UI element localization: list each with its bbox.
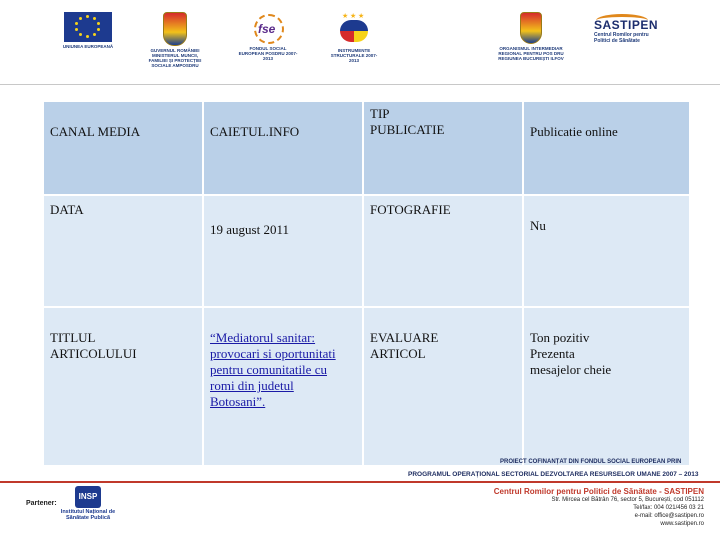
label-tip-publicatie: TIP PUBLICATIE: [370, 106, 445, 137]
article-title-link[interactable]: “Mediatorul sanitar: provocari si oportunitati pentru comunitatile cu romi din judetul Botosani”.: [210, 330, 336, 409]
phone: Tel/fax: 004 021/456 03 21: [633, 505, 704, 511]
label-canal-media: CANAL MEDIA: [50, 124, 141, 139]
table-cell: [524, 102, 689, 194]
label-evaluare-articol: EVALUARE ARTICOL: [370, 330, 439, 361]
value-tip-publicatie: Publicatie online: [530, 124, 618, 139]
fse-icon: fse: [248, 12, 288, 44]
table-cell: [204, 102, 362, 194]
eu-flag-icon: [64, 12, 112, 42]
logo-caption: Centrul Romilor pentru Politici de Sănătate: [594, 32, 649, 44]
government-logo: [142, 12, 208, 68]
header-divider: [0, 84, 720, 85]
fse-logo: [238, 12, 298, 61]
logo-caption: UNIUNEA EUROPEANĂ: [62, 44, 114, 49]
footer-divider: [0, 481, 720, 483]
insp-logo: [60, 486, 116, 521]
label-titlul-articolului: TITLUL ARTICOLULUI: [50, 330, 137, 361]
table-cell: [364, 102, 522, 194]
table-cell: [44, 102, 202, 194]
table-cell: [44, 308, 202, 465]
logo-caption: FONDUL SOCIAL EUROPEAN POSDRU 2007-2013: [238, 46, 298, 61]
romania-crest-icon: [520, 12, 542, 44]
value-evaluare-articol: Ton pozitiv Prezenta mesajelor cheie: [530, 330, 612, 377]
label-fotografie: FOTOGRAFIE: [370, 202, 451, 217]
table-row: [44, 196, 689, 306]
program-line-2: PROGRAMUL OPERAȚIONAL SECTORIAL DEZVOLTAREA RESURSELOR UMANE 2007 – 2013: [408, 471, 699, 478]
table-cell: [364, 196, 522, 306]
contact-block: [494, 487, 704, 528]
partner-label: Partener:: [26, 500, 57, 507]
eu-flag-logo: [62, 12, 114, 49]
table-row: [44, 308, 689, 465]
logo-caption: GUVERNUL ROMÂNIEI MINISTERUL MUNCII, FAMILIEI ȘI PROTECȚIEI SOCIALE AMPOSDRU: [148, 48, 202, 68]
email: e-mail: office@sastipen.ro: [634, 513, 704, 519]
value-canal-media: CAIETUL.INFO: [210, 124, 300, 139]
value-data: 19 august 2011: [210, 222, 289, 237]
insp-icon: INSP: [75, 486, 101, 508]
table-cell: [204, 308, 362, 465]
program-line-1: PROIECT COFINANȚAT DIN FONDUL SOCIAL EUROPEAN PRIN: [500, 459, 682, 465]
logo-caption: ORGANISMUL INTERMEDIAR REGIONAL PENTRU POS DRU REGIUNEA BUCUREȘTI ILFOV: [498, 46, 564, 61]
org-name: Centrul Romilor pentru Politici de Sănătate - SASTIPEN: [493, 487, 704, 496]
sastipen-wordmark: SASTIPEN: [594, 18, 659, 32]
structural-instruments-logo: [328, 12, 380, 63]
intermediate-body-logo: [496, 12, 566, 61]
partner-caption: Institutul Național de Sănătate Publică: [60, 509, 116, 521]
table-cell: [524, 196, 689, 306]
romania-crest-icon: [163, 12, 187, 46]
table-row: [44, 102, 689, 194]
table-cell: [44, 196, 202, 306]
sastipen-arc-icon: [596, 14, 648, 27]
media-info-table: [42, 100, 691, 467]
value-fotografie: Nu: [530, 218, 546, 233]
structural-instruments-icon: ★ ★ ★: [334, 12, 374, 46]
sastipen-logo: [594, 18, 662, 44]
website: www.sastipen.ro: [660, 521, 704, 527]
label-data: DATA: [50, 202, 84, 217]
logo-caption: INSTRUMENTE STRUCTURALE 2007-2013: [330, 48, 378, 63]
table-cell: [524, 308, 689, 465]
table-cell: [204, 196, 362, 306]
table-cell: [364, 308, 522, 465]
address: Str. Mircea cel Bătrân 76, sector 5, București, cod 051112: [551, 497, 704, 503]
